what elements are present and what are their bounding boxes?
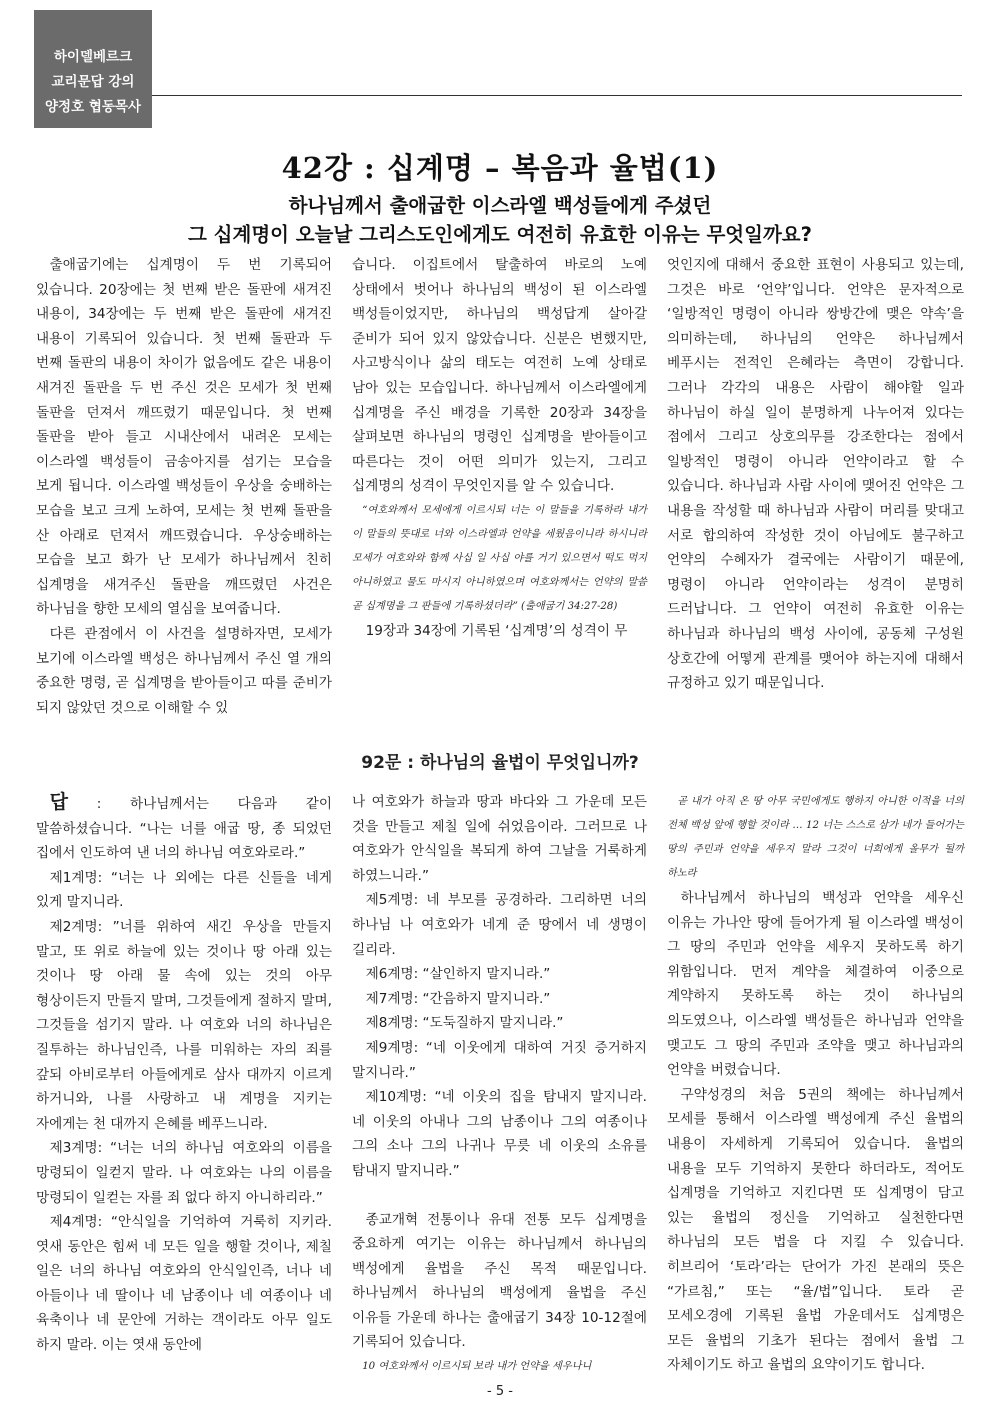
paragraph: 습니다. 이집트에서 탈출하여 바로의 노예 상태에서 벗어나 하나님의 백성이 된 이스라엘 백성들이었지만, 하나님의 백성답게 살아갈 준비가 되어 있지 않았습니다. 신분은 변했지만, 사고방식이나 삶의 태도는 여전히 노예 상태로 남아 있는 모습입니다. 하나님께서 이스라엘에게 십계명을 주신 배경을 기록한 20장과 34장을 살펴보면 하나님의 명령인 십계명을 받아들이고 따른다는 것이 어떤 의미가 있는지, 그리고 십계명의 성격이 무엇인지를 알 수 있습니다.	[352, 257, 647, 495]
answer-paragraph	[36, 790, 332, 866]
paragraph: 나 여호와가 하늘과 땅과 바다와 그 가운데 모든 것을 만들고 제칠 일에 쉬었음이라. 그러므로 나 여호와가 안식일을 복되게 하여 그날을 거룩하게 하였느니라.”	[352, 794, 647, 884]
paragraph: 다른 관점에서 이 사건을 설명하자면, 모세가 보기에 이스라엘 백성은 하나님께서 주신 열 개의 중요한 명령, 곧 십계명을 받아들이고 따를 준비가 되지 않았던 것으로 이해할 수 있	[36, 625, 332, 716]
commandment-10: 제10계명: “네 이웃의 집을 탐내지 말지니라. 네 이웃의 아내나 그의 남종이나 그의 여종이나 그의 소나 그의 나귀나 무릇 네 이웃의 소유를 탐내지 말지니라.”	[352, 1089, 647, 1179]
commandment-4: 제4계명: “안식일을 기억하여 거룩히 지키라. 엿새 동안은 힘써 네 모든 일을 행할 것이나, 제칠 일은 너의 하나님 여호와의 안식일인즉, 너나 네 아들이나 네 딸이나 네 남종이나 네 여종이나 네 육축이나 네 문안에 거하는 객이라도 아무 일도 하지 말라. 이는 엿새 동안에	[36, 1214, 332, 1354]
commandment-5: 제5계명: 네 부모를 공경하라. 그리하면 너의 하나님 나 여호와가 네게 준 땅에서 네 생명이 길리라.	[352, 892, 647, 958]
commandment-2: 제2계명: ”너를 위하여 새긴 우상을 만들지 말고, 또 위로 하늘에 있는 것이나 땅 아래 있는 것이나 땅 아래 물 속에 있는 것의 아무 형상이든지 만들지 말며, 그것들에게 절하지 말며, 그것들을 섬기지 말라. 나 여호와 너의 하나님은 질투하는 하나님인즉, 나를 미워하는 자의 죄를 갚되 아비로부터 아들에게로 삼사 대까지 이르게 하거니와, 나를 사랑하고 내 계명을 지키는 자에게는 천 대까지 은혜를 베푸느니라.	[36, 918, 332, 1132]
subtitle-line-2: 그 십계명이 오늘날 그리스도인에게도 여전히 유효한 이유는 무엇일까요?	[188, 223, 812, 246]
commandment-7: 제7계명: “간음하지 말지니라.”	[365, 990, 551, 1007]
answer-text: : 하나님께서는 다음과 같이 말씀하셨습니다. “나는 너를 애굽 땅, 종 되었던 집에서 인도하여 낸 너의 하나님 여호와로라.”	[36, 796, 332, 862]
commandment-6: 제6계명: “살인하지 말지니라.”	[365, 966, 551, 983]
answer-column-3	[667, 790, 964, 1378]
scripture-quote: 곧 내가 아직 온 땅 아무 국민에게도 행하지 아니한 이적을 너의 전체 백성 앞에 행할 것이라 … 12 너는 스스로 삼가 네가 들어가는 땅의 주민과 언약을 세우지 말라 그것이 너희에게 올무가 될까 하노라	[667, 796, 964, 879]
header-rule	[152, 95, 962, 96]
article-column-3	[667, 253, 964, 696]
series-badge	[34, 10, 152, 128]
scripture-quote: 10 여호와께서 이르시되 보라 내가 언약을 세우나니	[362, 1361, 592, 1373]
paragraph: 하나님께서 하나님의 백성과 언약을 세우신 이유는 가나안 땅에 들어가게 될 이스라엘 백성이 그 땅의 주민과 언약을 세우지 못하도록 하기 위함입니다. 먼저 계약을 체결하여 이중으로 계약하지 못하도록 하는 것이 하나님의 의도였으나, 이스라엘 백성들은 하나님과 언약을 맺고도 그 땅의 주민과 조약을 맺고 하나님과의 언약을 버렸습니다.	[667, 890, 964, 1079]
paragraph: 출애굽기에는 십계명이 두 번 기록되어 있습니다. 20장에는 첫 번째 받은 돌판에 새겨진 내용이, 34장에는 두 번째 받은 돌판에 새겨진 내용이 기록되어 있습니다. 첫 번째 돌판과 두 번째 돌판의 내용이 차이가 없음에도 같은 내용이 새겨진 돌판을 두 번 주신 것은 모세가 첫 번째 돌판을 던져서 깨뜨렸기 때문입니다. 첫 번째 돌판을 받아 들고 시내산에서 내려온 모세는 이스라엘 백성들이 금송아지를 섬기는 모습을 보게 됩니다. 이스라엘 백성들이 우상을 숭배하는 모습을 보고 크게 노하여, 모세는 첫 번째 돌판을 산 아래로 던져서 깨뜨렸습니다. 우상숭배하는 모습을 보고 화가 난 모세가 하나님께서 친히 십계명을 새겨주신 돌판을 깨뜨렸던 사건은 하나님을 향한 모세의 열심을 보여줍니다.	[36, 257, 332, 618]
badge-line-1: 하이델베르크	[53, 49, 133, 65]
commandment-1: 제1계명: “너는 나 외에는 다른 신들을 네게 있게 말지니라.	[36, 869, 332, 911]
article-column-1	[36, 253, 332, 720]
badge-line-3: 양정호 협동목사	[45, 99, 141, 115]
paragraph: 구약성경의 처음 5권의 책에는 하나님께서 모세를 통해서 이스라엘 백성에게 주신 율법의 내용이 자세하게 기록되어 있습니다. 율법의 내용을 모두 기억하지 못한다 하더라도, 적어도 십계명을 기억하고 지킨다면 또 십계명이 담고 있는 율법의 정신을 기억하고 실천한다면 하나님의 모든 법을 다 지킬 수 있습니다. 히브리어 ‘토라’라는 단어가 가진 본래의 뜻은 “가르침,” 또는 “율/법”입니다. 토라 곧 모세오경에 기록된 율법 가운데서도 십계명은 모든 율법의 기초가 된다는 점에서 율법 그 자체이기도 하고 율법의 요약이기도 합니다.	[667, 1086, 964, 1374]
paragraph: 엇인지에 대해서 중요한 표현이 사용되고 있는데, 그것은 바로 ‘언약’입니다. 언약은 문자적으로 ‘일방적인 명령이 아니라 쌍방간에 맺은 약속’을 의미하는데, 하나님의 언약은 하나님께서 베푸시는 전적인 은혜라는 측면이 강합니다. 그러나 각각의 내용은 사람이 해야할 일과 하나님이 하실 일이 분명하게 나누어져 있다는 점에서 그리고 상호의무를 강조한다는 점에서 일방적인 명령이 아니라 언약이라고 할 수 있습니다. 하나님과 사람 사이에 맺어진 언약은 그 내용을 작성할 때 하나님과 사람이 머리를 맞대고 서로 합의하여 작성한 것이 아님에도 불구하고 언약의 수혜자가 결국에는 사람이기 때문에, 명령이 아니라 언약이라는 성격이 분명히 드러납니다. 그 언약이 여전히 유효한 이유는 하나님과 하나님의 백성 사이에, 공동체 구성원 상호간에 어떻게 관계를 맺어야 하는지에 대해서 규정하고 있기 때문입니다.	[667, 257, 964, 692]
answer-column-1	[36, 790, 332, 1358]
subtitle-line-1: 하나님께서 출애굽한 이스라엘 백성들에게 주셨던	[288, 194, 712, 217]
answer-column-2	[352, 790, 647, 1379]
badge-line-2: 교리문답 강의	[51, 74, 135, 90]
page-number: - 5 -	[487, 1384, 513, 1399]
commandment-3: 제3계명: “너는 너의 하나님 여호와의 이름을 망령되이 일컫지 말라. 나 여호와는 나의 이름을 망령되이 일컫는 자를 죄 없다 하지 아니하리라.”	[36, 1140, 332, 1206]
commandment-8: 제8계명: “도둑질하지 말지니라.”	[365, 1015, 564, 1032]
answer-mark: 답	[49, 791, 68, 813]
question-heading: 92문 : 하나님의 율법이 무엇입니까?	[361, 753, 639, 773]
page-title: 42강 : 십계명 – 복음과 율법(1)	[281, 151, 719, 185]
scripture-quote: “여호와께서 모세에게 이르시되 너는 이 말들을 기록하라 내가 이 말들의 뜻대로 너와 이스라엘과 언약을 세웠음이니라 하시니라 모세가 여호와와 함께 사십 일 사십 야를 거기 있으면서 떡도 먹지 아니하였고 물도 마시지 아니하였으며 여호와께서는 언약의 말씀 곧 십계명을 그 판들에 기록하셨더라” (출애굽기 34:27-28)	[352, 504, 647, 612]
commandment-9: 제9계명: “네 이웃에게 대하여 거짓 증거하지 말지니라.”	[352, 1039, 647, 1081]
paragraph: 19장과 34장에 기록된 ‘십계명’의 성격이 무	[365, 622, 628, 639]
paragraph: 종교개혁 전통이나 유대 전통 모두 십계명을 중요하게 여기는 이유는 하나님께서 하나님의 백성에게 율법을 주신 목적 때문입니다. 하나님께서 하나님의 백성에게 율법을 주신 이유들 가운데 하나는 출애굽기 34장 10-12절에 기록되어 있습니다.	[352, 1211, 647, 1351]
article-column-2	[352, 253, 647, 644]
